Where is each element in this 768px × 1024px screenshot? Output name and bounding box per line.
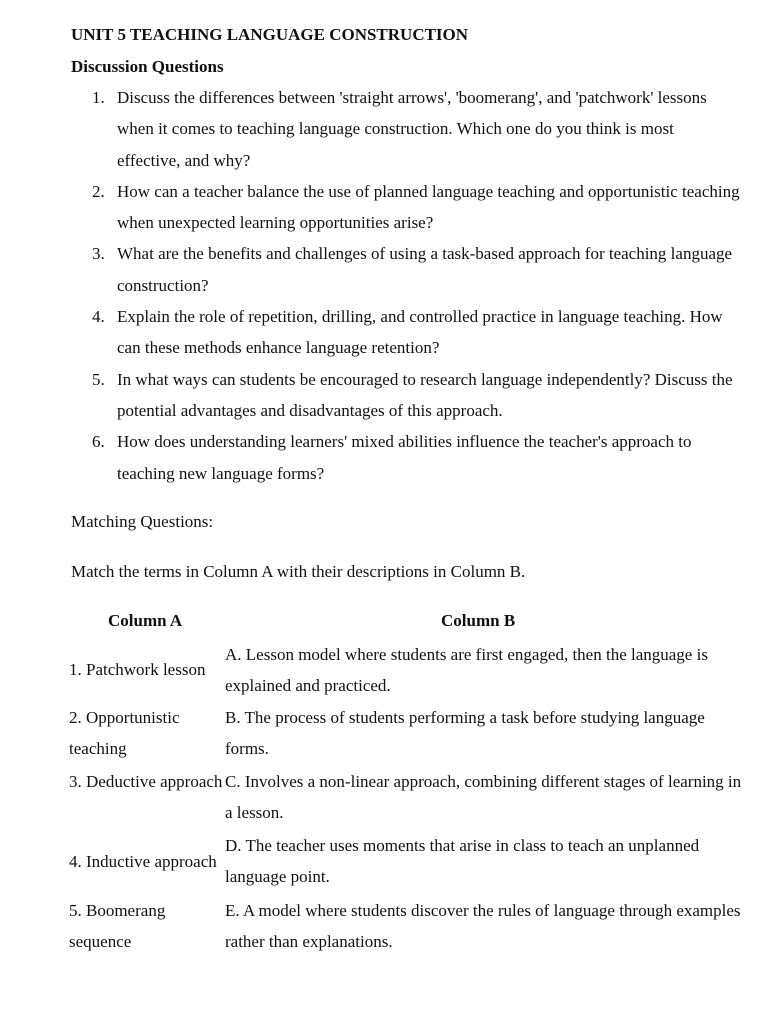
column-a-header: Column A [108,611,183,630]
question-text: How can a teacher balance the use of planned language teaching and opportunistic teaching when unexpected learning opportunities arise? [117,181,740,233]
question-number: 4. [92,307,105,327]
question-text: What are the benefits and challenges of using a task-based approach for teaching language construction? [117,244,733,295]
column-b-description: E. A model where students discover the rules of language through examples rather than explanations. [225,901,741,952]
question-text: In what ways can students be encouraged to research language independently? Discuss the potential advantages and disadvantages of this approach. [117,369,733,420]
column-b-description: B. The process of students performing a task before studying language forms. [225,708,705,759]
column-b-description: A. Lesson model where students are first engaged, then the language is explained and practiced. [225,645,708,696]
discussion-question [71,238,741,301]
discussion-question [71,364,741,427]
discussion-question [71,82,741,176]
question-number: 2. [92,181,105,201]
question-number: 1. [92,88,105,107]
column-a-term: 2. Opportunistic teaching [69,708,180,759]
discussion-question-list [71,82,741,489]
question-text: How does understanding learners' mixed abilities influence the teacher's approach to teaching new language forms? [117,432,692,483]
question-text: Discuss the differences between 'straight arrows', 'boomerang', and 'patchwork' lessons when it comes to teaching language construction. Which one do you think is most effective, and why? [117,88,707,170]
column-b-header: Column B [441,611,516,630]
discussion-question [71,176,741,239]
matching-instructions: Match the terms in Column A with their descriptions in Column B. [71,562,526,581]
question-number: 5. [92,369,105,389]
discussion-question [71,301,741,364]
column-a-term: 4. Inductive approach [69,852,217,871]
matching-heading: Matching Questions: [71,512,214,531]
question-number: 3. [92,244,105,264]
column-a-term: 1. Patchwork lesson [69,660,206,679]
column-b-description: D. The teacher uses moments that arise in class to teach an unplanned language point. [225,836,700,887]
column-a-term: 3. Deductive approach [69,772,223,791]
section-heading-discussion: Discussion Questions [71,57,224,76]
column-b-description: C. Involves a non-linear approach, combining different stages of learning in a lesson. [225,772,742,823]
question-number: 6. [92,432,105,452]
column-a-term: 5. Boomerang sequence [69,901,166,952]
document-title: UNIT 5 TEACHING LANGUAGE CONSTRUCTION [71,25,469,44]
discussion-question [71,426,741,489]
question-text: Explain the role of repetition, drilling, and controlled practice in language teaching. How can these methods enhance language retention? [117,307,723,358]
